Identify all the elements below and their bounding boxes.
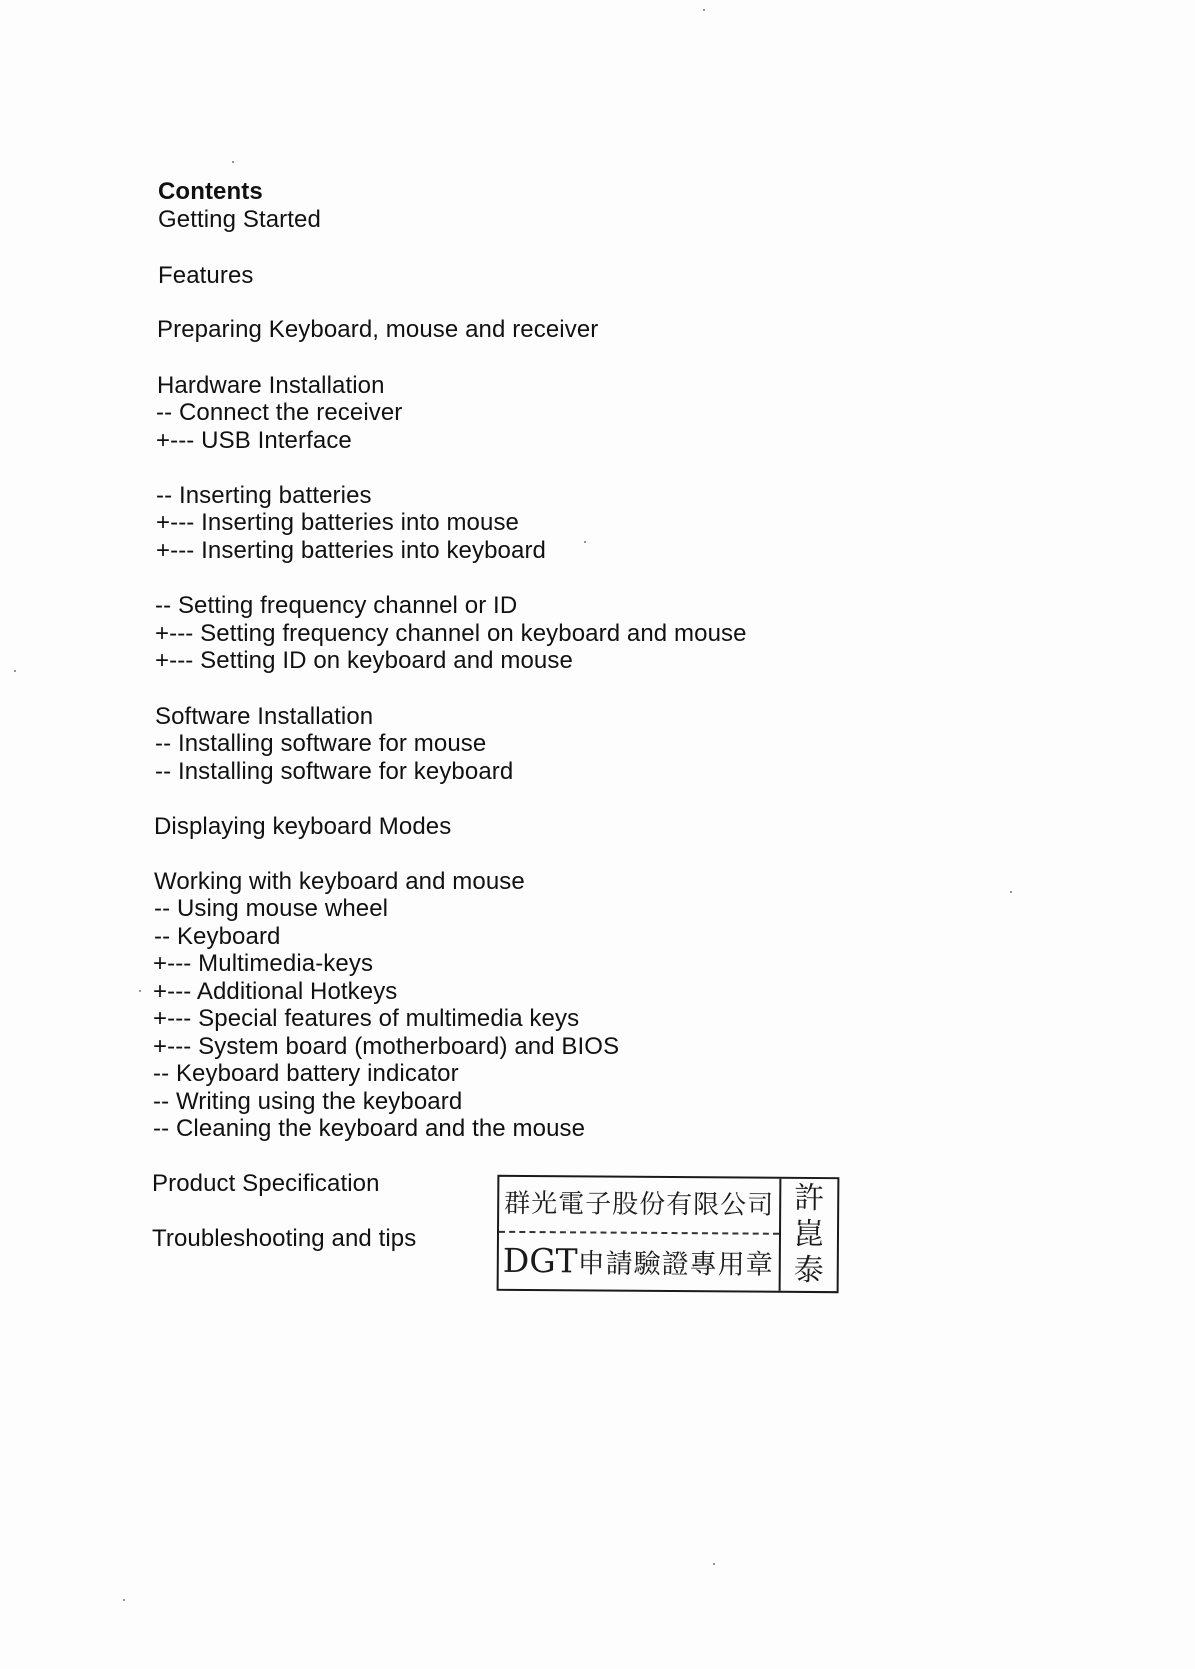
scan-speck [139, 990, 141, 992]
toc-entry-software-installation: Software Installation [155, 703, 374, 730]
toc-entry-batteries-keyboard: +--- Inserting batteries into keyboard [156, 537, 546, 564]
toc-entry-usb-interface: +--- USB Interface [156, 427, 352, 454]
toc-entry-writing-keyboard: -- Writing using the keyboard [153, 1088, 463, 1115]
toc-entry-hardware-installation: Hardware Installation [157, 372, 385, 399]
toc-entry-batteries-mouse: +--- Inserting batteries into mouse [156, 509, 519, 536]
toc-entry-frequency-keyboard-mouse: +--- Setting frequency channel on keyboard and mouse [155, 620, 747, 647]
toc-entry-special-features: +--- Special features of multimedia keys [153, 1005, 580, 1032]
toc-entry-product-specification: Product Specification [152, 1170, 380, 1197]
stamp-person-char-3: 泰 [793, 1252, 824, 1289]
toc-entry-software-mouse: -- Installing software for mouse [155, 730, 487, 757]
toc-entry-features: Features [158, 262, 254, 289]
toc-entry-connect-receiver: -- Connect the receiver [156, 399, 403, 426]
toc-entry-multimedia-keys: +--- Multimedia-keys [153, 950, 374, 977]
toc-entry-id-keyboard-mouse: +--- Setting ID on keyboard and mouse [155, 647, 573, 674]
toc-entry-system-board: +--- System board (motherboard) and BIOS [153, 1033, 620, 1060]
scan-speck [123, 1599, 125, 1601]
stamp-company-name: 群光電子股份有限公司 [499, 1177, 779, 1235]
stamp-person-name [781, 1179, 838, 1291]
contents-heading: Contents [158, 178, 263, 205]
stamp-main-panel [499, 1177, 782, 1291]
stamp-person-char-1: 許 [794, 1180, 825, 1217]
scan-speck [584, 541, 586, 543]
toc-entry-battery-indicator: -- Keyboard battery indicator [153, 1060, 459, 1087]
toc-entry-keyboard-modes: Displaying keyboard Modes [154, 813, 452, 840]
toc-entry-keyboard: -- Keyboard [154, 923, 281, 950]
toc-entry-mouse-wheel: -- Using mouse wheel [154, 895, 389, 922]
toc-entry-frequency-channel: -- Setting frequency channel or ID [155, 592, 518, 619]
toc-entry-additional-hotkeys: +--- Additional Hotkeys [153, 978, 398, 1005]
toc-entry-preparing: Preparing Keyboard, mouse and receiver [157, 316, 599, 343]
toc-entry-getting-started: Getting Started [158, 206, 321, 233]
stamp-purpose-row [499, 1233, 779, 1291]
scan-speck [703, 9, 705, 11]
toc-entry-inserting-batteries: -- Inserting batteries [156, 482, 372, 509]
scan-speck [14, 670, 16, 672]
stamp-purpose-latin: DGT [502, 1240, 578, 1281]
scan-speck [1010, 891, 1012, 893]
toc-entry-cleaning: -- Cleaning the keyboard and the mouse [153, 1115, 586, 1142]
company-stamp [497, 1175, 840, 1293]
toc-entry-working-keyboard-mouse: Working with keyboard and mouse [154, 868, 525, 895]
scan-speck [713, 1563, 715, 1565]
stamp-person-char-2: 崑 [793, 1216, 825, 1253]
toc-entry-troubleshooting: Troubleshooting and tips [152, 1225, 417, 1252]
stamp-purpose-text: 申請驗證專用章 [577, 1248, 774, 1281]
scan-speck [232, 161, 234, 163]
toc-entry-software-keyboard: -- Installing software for keyboard [155, 758, 514, 785]
